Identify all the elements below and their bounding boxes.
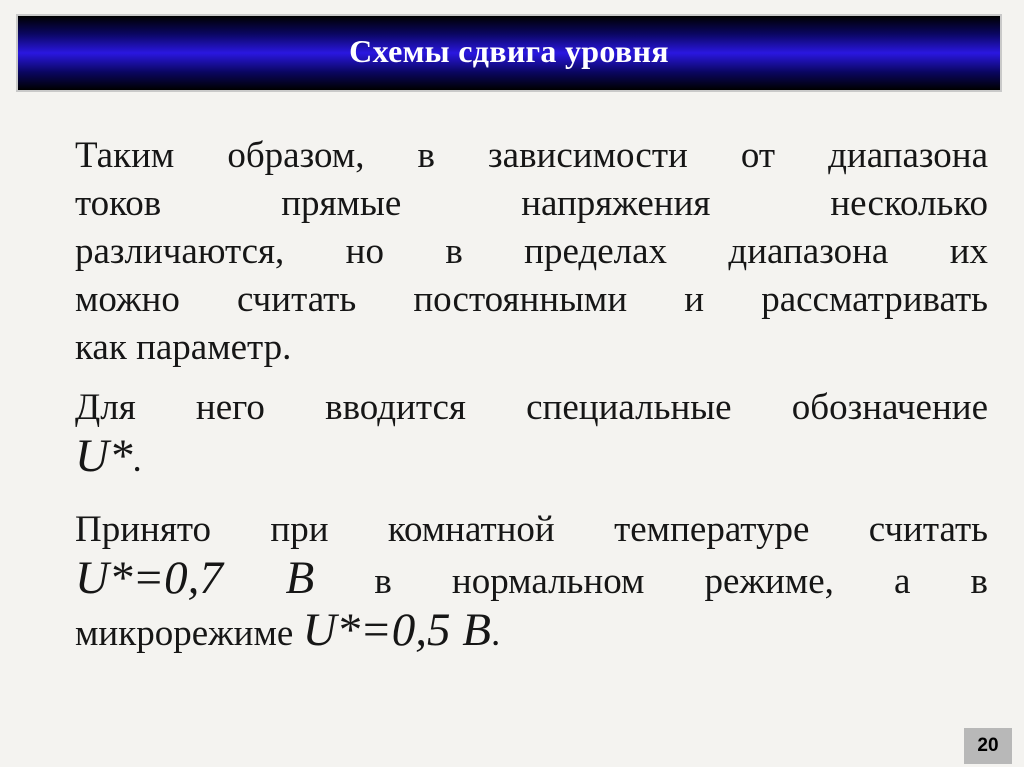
paragraph-1-line-2: токов прямые напряжения несколько (75, 183, 988, 224)
paragraph-1-line-1: Таким образом, в зависимости от диапазона (75, 135, 988, 176)
paragraph-2-line-1: Для него вводится специальные обозначение (75, 387, 988, 428)
micromode-text: микрорежиме (75, 613, 303, 654)
paragraph-1-line-4: можно считать постоянными и рассматривать (75, 279, 988, 320)
formula-normal-mode: U*=0,7 В (75, 552, 315, 604)
paragraph-3-period: . (490, 613, 501, 654)
paragraph-1 (75, 132, 988, 372)
page-number: 20 (964, 728, 1012, 764)
slide-content (75, 132, 988, 669)
paragraph-3-line-3 (75, 606, 988, 658)
paragraph-1-line-5: как параметр. (75, 327, 292, 368)
paragraph-2-line-2 (75, 432, 988, 484)
paragraph-1-line-3: различаются, но в пределах диапазона их (75, 231, 988, 272)
title-bar (16, 14, 1002, 92)
paragraph-3 (75, 506, 988, 658)
paragraph-3-line-1: Принято при комнатной температуре считать (75, 509, 988, 550)
normal-mode-text: в нормальном режиме, а в (374, 561, 989, 602)
paragraph-2-period: . (132, 439, 142, 480)
symbol-u-star: U* (75, 430, 133, 482)
slide-title: Схемы сдвига уровня (349, 32, 669, 69)
paragraph-2 (75, 384, 988, 484)
formula-micro-mode: U*=0,5 В (302, 604, 491, 656)
paragraph-3-line-2 (75, 554, 988, 606)
